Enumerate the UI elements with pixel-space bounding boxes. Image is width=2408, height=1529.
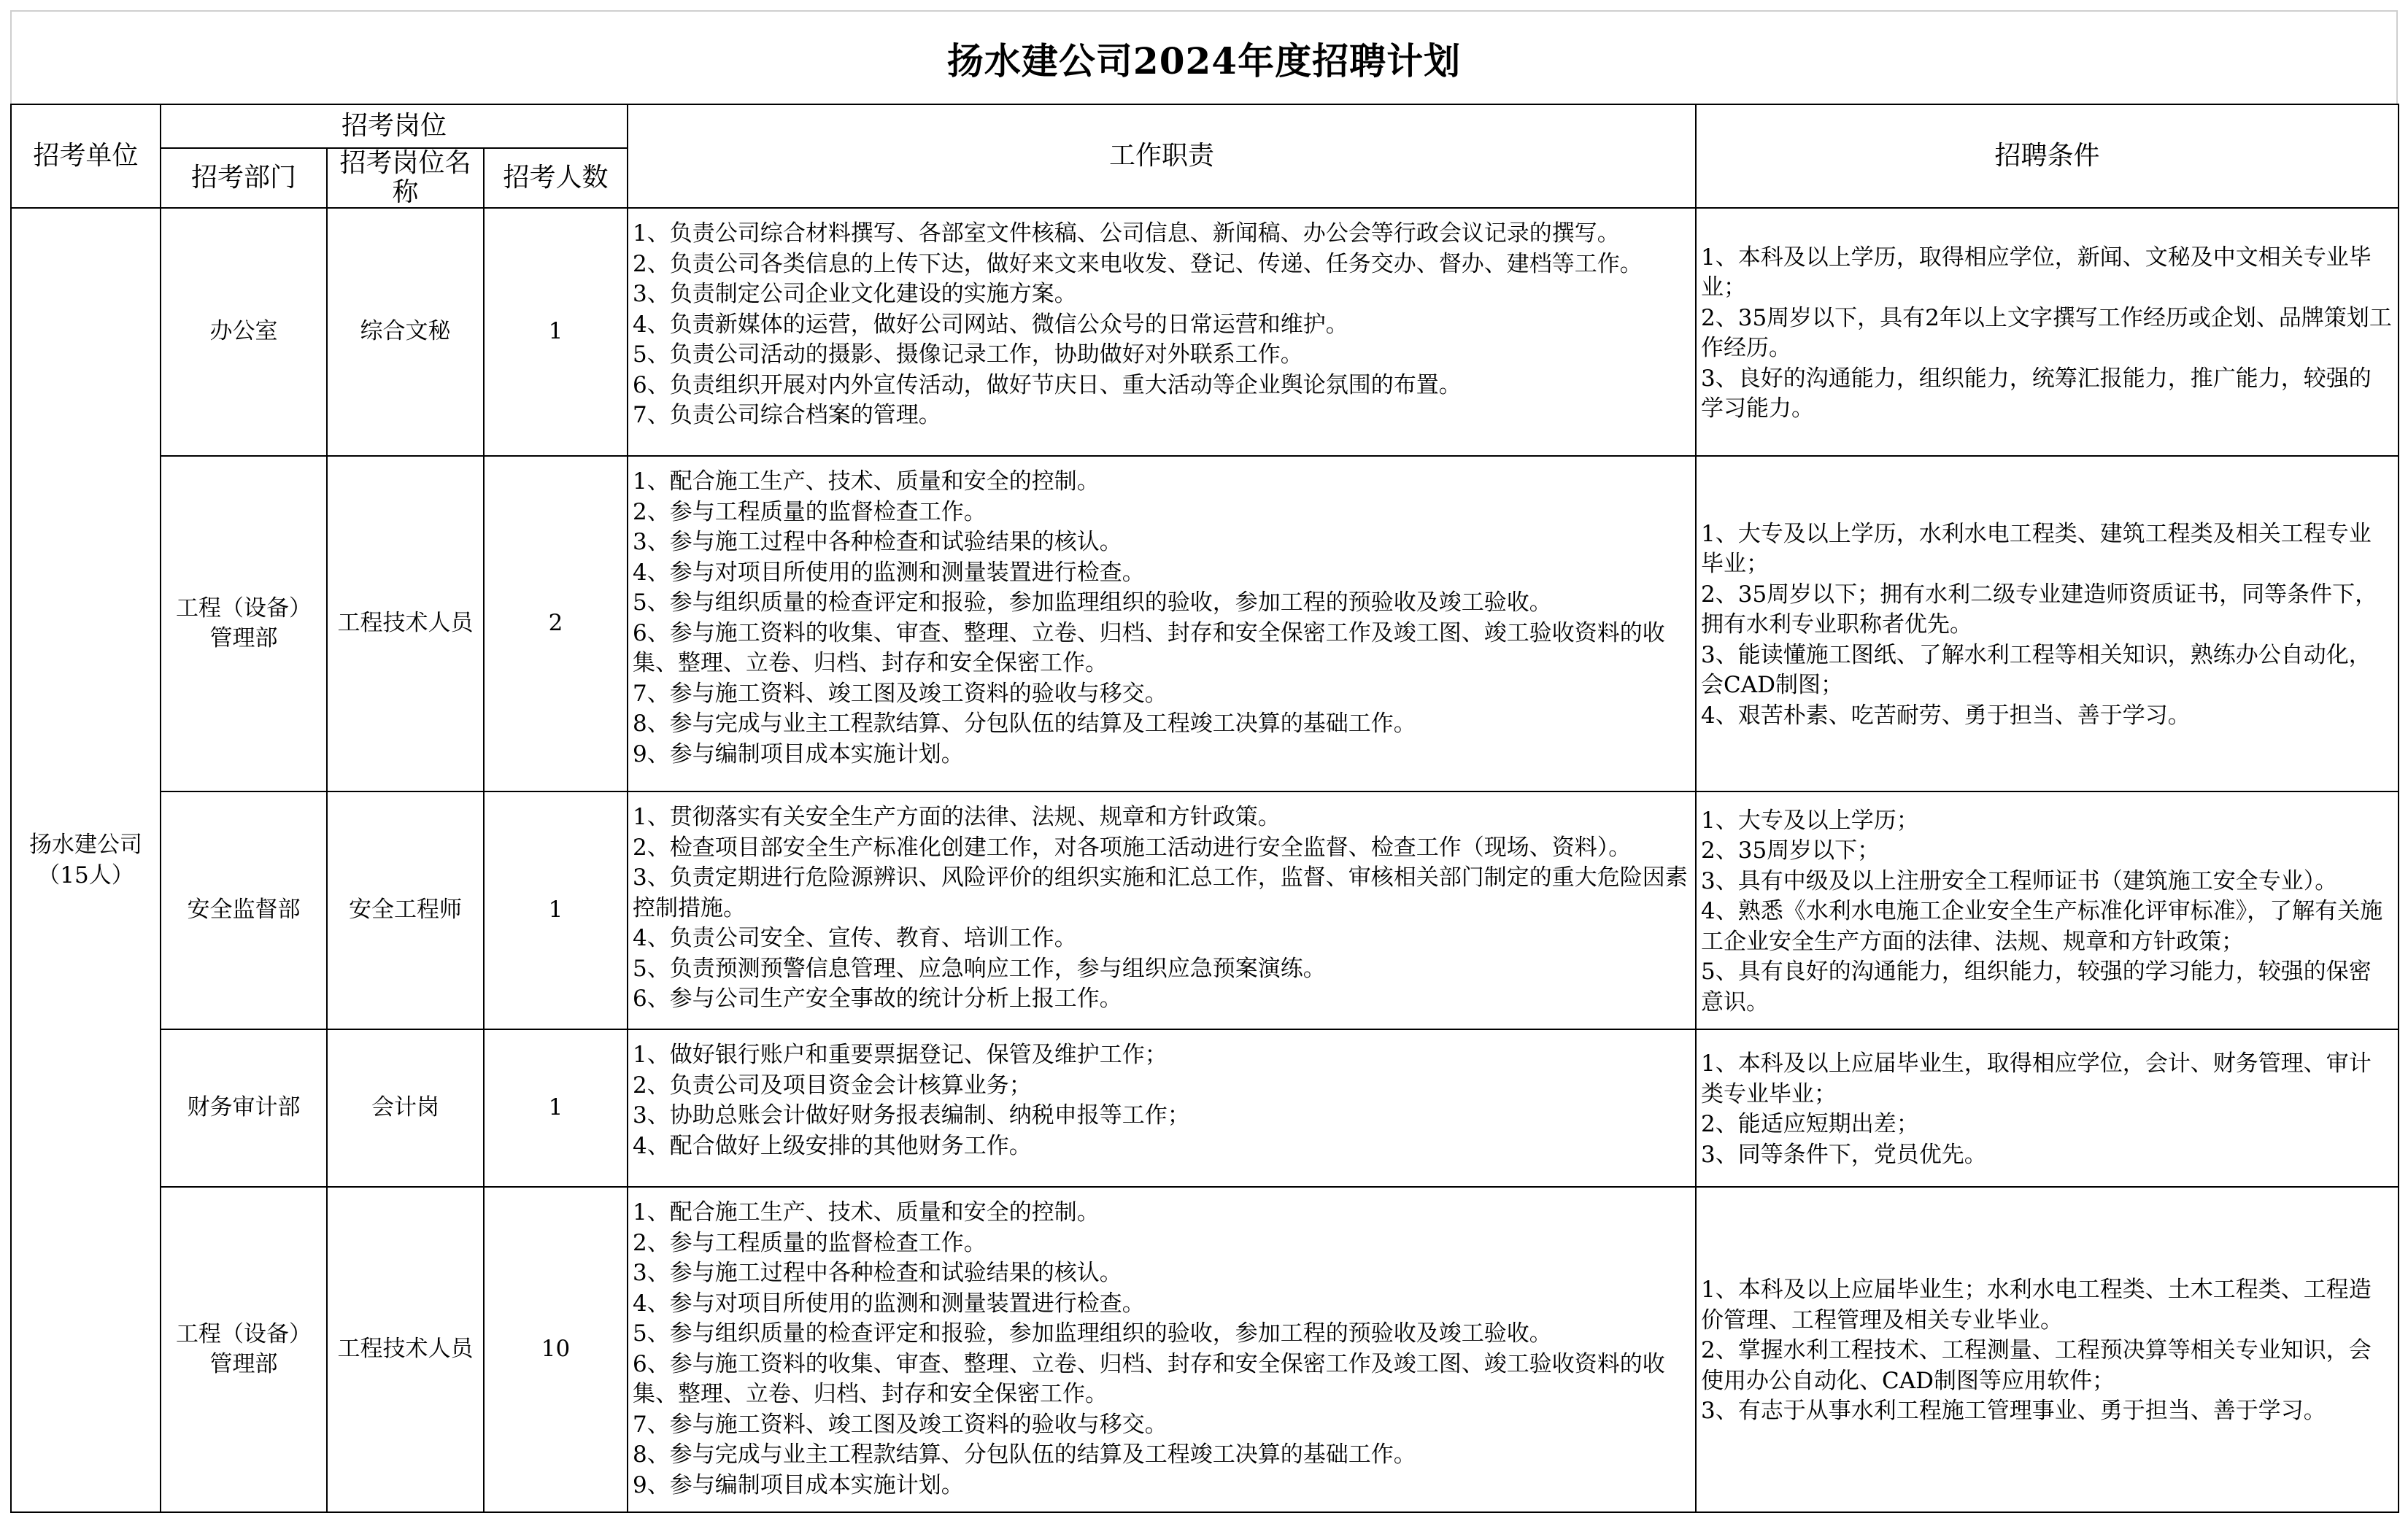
requirements-cell	[1696, 456, 2399, 791]
duties-cell	[628, 1187, 1696, 1512]
header-post-group: 招考岗位	[161, 104, 628, 148]
list-item: 3、能读懂施工图纸、了解水利工程等相关知识，熟练办公自动化，会CAD制图；	[1701, 641, 2372, 699]
list-item: 5、具有良好的沟通能力，组织能力，较强的学习能力，较强的保密意识。	[1701, 959, 2372, 1015]
header-row-1	[11, 104, 2399, 148]
unit-name: 扬水建公司	[29, 832, 142, 858]
list-item: 2、35周岁以下，具有2年以上文字撰写工作经历或企划、品牌策划工作经历。	[1701, 304, 2392, 361]
list-item: 5、负责预测预警信息管理、应急响应工作，参与组织应急预案演练。	[633, 955, 1326, 982]
recruitment-table	[10, 104, 2399, 1513]
duties-cell	[628, 456, 1696, 791]
count-cell: 1	[484, 1029, 628, 1187]
requirements-cell	[1696, 1029, 2399, 1187]
list-item: 7、参与施工资料、竣工图及竣工资料的验收与移交。	[633, 1411, 1168, 1438]
list-item: 1、配合施工生产、技术、质量和安全的控制。	[633, 1199, 1100, 1226]
list-item: 4、艰苦朴素、吃苦耐劳、勇于担当、善于学习。	[1701, 702, 2191, 729]
list-item: 6、参与施工资料的收集、审查、整理、立卷、归档、封存和安全保密工作及竣工图、竣工验收资料的收集、整理、立卷、归档、封存和安全保密工作。	[633, 619, 1665, 676]
requirements-cell	[1696, 208, 2399, 456]
list-item: 1、贯彻落实有关安全生产方面的法律、法规、规章和方针政策。	[633, 804, 1281, 830]
list-item: 4、熟悉《水利水电施工企业安全生产标准化评审标准》，了解有关施工企业安全生产方面的法律、法规、规章和方针政策；	[1701, 898, 2383, 955]
list-item: 2、35周岁以下；	[1701, 837, 1880, 864]
list-item: 1、负责公司综合材料撰写、各部室文件核稿、公司信息、新闻稿、办公会等行政会议记录的撰写。	[633, 220, 1620, 247]
list-item: 3、参与施工过程中各种检查和试验结果的核认。	[633, 1260, 1122, 1286]
list-item: 4、参与对项目所使用的监测和测量装置进行检查。	[633, 1290, 1145, 1317]
list-item: 4、配合做好上级安排的其他财务工作。	[633, 1132, 1032, 1159]
list-item: 3、有志于从事水利工程施工管理事业、勇于担当、善于学习。	[1701, 1398, 2326, 1425]
table-row	[11, 456, 2399, 791]
list-item: 9、参与编制项目成本实施计划。	[633, 740, 964, 767]
list-item: 4、参与对项目所使用的监测和测量装置进行检查。	[633, 559, 1145, 586]
list-item: 1、本科及以上学历，取得相应学位，新闻、文秘及中文相关专业毕业；	[1701, 244, 2372, 301]
page-title: 扬水建公司2024年度招聘计划	[946, 39, 1462, 82]
unit-count: （15人）	[37, 862, 134, 889]
list-item: 5、参与组织质量的检查评定和报验，参加监理组织的验收，参加工程的预验收及竣工验收。	[633, 589, 1552, 616]
department-cell: 工程（设备）管理部	[161, 1187, 327, 1512]
unit-cell	[11, 208, 161, 1512]
header-duties: 工作职责	[628, 104, 1696, 208]
list-item: 1、大专及以上学历，水利水电工程类、建筑工程类及相关工程专业毕业；	[1701, 520, 2372, 578]
requirements-cell	[1696, 791, 2399, 1029]
duties-cell	[628, 791, 1696, 1029]
list-item: 7、负责公司综合档案的管理。	[633, 402, 941, 428]
list-item: 1、配合施工生产、技术、质量和安全的控制。	[633, 468, 1100, 495]
count-cell: 10	[484, 1187, 628, 1512]
table-row	[11, 1029, 2399, 1187]
table-row	[11, 208, 2399, 456]
list-item: 2、检查项目部安全生产标准化创建工作，对各项施工活动进行安全监督、检查工作（现场、资料）。	[633, 834, 1632, 861]
post-cell: 综合文秘	[327, 208, 484, 456]
header-count: 招考人数	[484, 148, 628, 208]
department-cell: 工程（设备）管理部	[161, 456, 327, 791]
list-item: 9、参与编制项目成本实施计划。	[633, 1471, 964, 1498]
list-item: 2、35周岁以下；拥有水利二级专业建造师资质证书，同等条件下，拥有水利专业职称者优先。	[1701, 581, 2378, 638]
post-cell: 工程技术人员	[327, 456, 484, 791]
list-item: 3、负责定期进行危险源辨识、风险评价的组织实施和汇总工作，监督、审核相关部门制定的重大危险因素控制措施。	[633, 864, 1688, 921]
list-item: 1、做好银行账户和重要票据登记、保管及维护工作；	[633, 1042, 1168, 1068]
list-item: 8、参与完成与业主工程款结算、分包队伍的结算及工程竣工决算的基础工作。	[633, 1441, 1416, 1468]
list-item: 2、负责公司各类信息的上传下达，做好来文来电收发、登记、传递、任务交办、督办、建档等工作。	[633, 250, 1643, 277]
department-cell: 安全监督部	[161, 791, 327, 1029]
list-item: 5、负责公司活动的摄影、摄像记录工作，协助做好对外联系工作。	[633, 341, 1303, 368]
list-item: 1、本科及以上应届毕业生，取得相应学位，会计、财务管理、审计类专业毕业；	[1701, 1050, 2372, 1107]
list-item: 8、参与完成与业主工程款结算、分包队伍的结算及工程竣工决算的基础工作。	[633, 711, 1416, 737]
requirements-cell	[1696, 1187, 2399, 1512]
list-item: 3、负责制定公司企业文化建设的实施方案。	[633, 281, 1077, 307]
count-cell: 2	[484, 456, 628, 791]
header-requirements: 招聘条件	[1696, 104, 2399, 208]
duties-cell	[628, 208, 1696, 456]
header-post-name: 招考岗位名称	[327, 148, 484, 208]
list-item: 2、掌握水利工程技术、工程测量、工程预决算等相关专业知识，会使用办公自动化、CAD制图等应用软件；	[1701, 1337, 2372, 1394]
list-item: 1、本科及以上应届毕业生；水利水电工程类、土木工程类、工程造价管理、工程管理及相关专业毕业。	[1701, 1277, 2372, 1333]
list-item: 3、协助总账会计做好财务报表编制、纳税申报等工作；	[633, 1102, 1190, 1129]
list-item: 6、负责组织开展对内外宣传活动，做好节庆日、重大活动等企业舆论氛围的布置。	[633, 371, 1462, 398]
table-row	[11, 791, 2399, 1029]
list-item: 6、参与施工资料的收集、审查、整理、立卷、归档、封存和安全保密工作及竣工图、竣工验收资料的收集、整理、立卷、归档、封存和安全保密工作。	[633, 1350, 1665, 1407]
list-item: 3、具有中级及以上注册安全工程师证书（建筑施工安全专业）。	[1701, 867, 2338, 894]
department-cell: 办公室	[161, 208, 327, 456]
header-unit: 招考单位	[11, 104, 161, 208]
post-cell: 工程技术人员	[327, 1187, 484, 1512]
list-item: 2、负责公司及项目资金会计核算业务；	[633, 1072, 1032, 1099]
list-item: 4、负责新媒体的运营，做好公司网站、微信公众号的日常运营和维护。	[633, 311, 1348, 338]
list-item: 3、参与施工过程中各种检查和试验结果的核认。	[633, 529, 1122, 555]
list-item: 1、大专及以上学历；	[1701, 807, 1919, 834]
duties-cell	[628, 1029, 1696, 1187]
count-cell: 1	[484, 791, 628, 1029]
list-item: 6、参与公司生产安全事故的统计分析上报工作。	[633, 986, 1122, 1012]
list-item: 5、参与组织质量的检查评定和报验，参加监理组织的验收，参加工程的预验收及竣工验收。	[633, 1320, 1552, 1347]
count-cell: 1	[484, 208, 628, 456]
department-cell: 财务审计部	[161, 1029, 327, 1187]
header-department: 招考部门	[161, 148, 327, 208]
post-cell: 安全工程师	[327, 791, 484, 1029]
list-item: 4、负责公司安全、宣传、教育、培训工作。	[633, 925, 1077, 951]
list-item: 2、参与工程质量的监督检查工作。	[633, 1229, 987, 1256]
title-row	[10, 10, 2398, 105]
list-item: 7、参与施工资料、竣工图及竣工资料的验收与移交。	[633, 680, 1168, 707]
recruitment-sheet	[10, 10, 2398, 1519]
post-cell: 会计岗	[327, 1029, 484, 1187]
list-item: 2、能适应短期出差；	[1701, 1111, 1919, 1137]
list-item: 2、参与工程质量的监督检查工作。	[633, 498, 987, 525]
list-item: 3、良好的沟通能力，组织能力，统筹汇报能力，推广能力，较强的学习能力。	[1701, 365, 2372, 422]
table-row	[11, 1187, 2399, 1512]
list-item: 3、同等条件下，党员优先。	[1701, 1141, 1987, 1168]
